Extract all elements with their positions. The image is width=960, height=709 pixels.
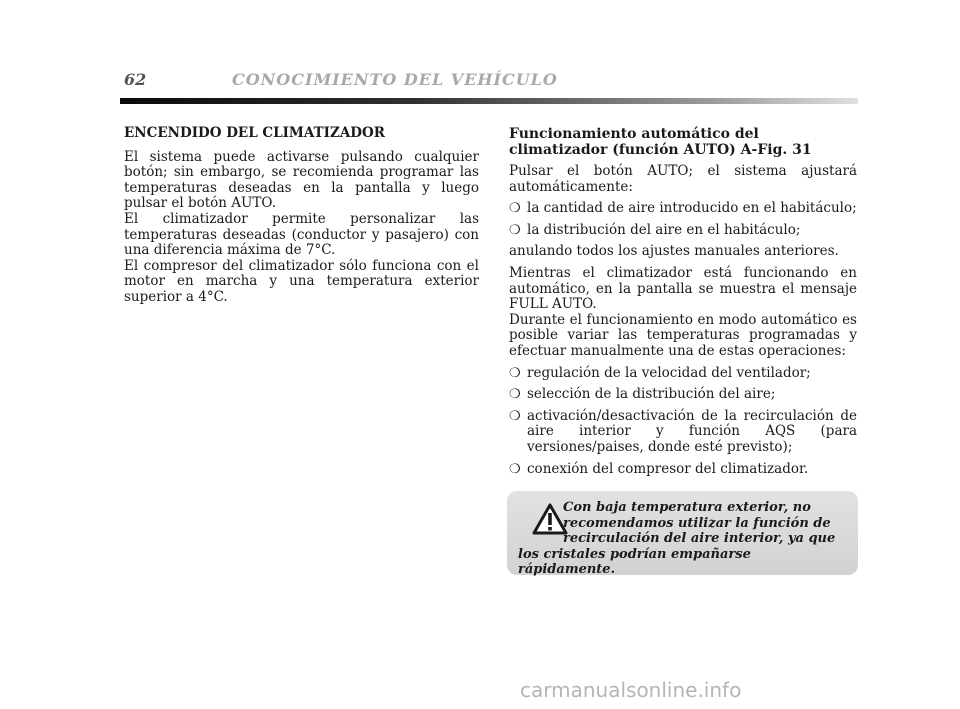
- left-paragraph: El climatizador permite personalizar las temperaturas deseadas (conductor y pasajero) con una diferencia máxima de 7°C.: [124, 210, 479, 259]
- section-heading-encendido: ENCENDIDO DEL CLIMATIZADOR: [124, 125, 385, 141]
- bullet-circle-icon: ❍: [509, 365, 521, 381]
- right-column: [509, 126, 857, 483]
- watermark: carmanualsonline.info: [520, 678, 742, 702]
- list-item: ❍ conexión del compresor del climatizador.: [509, 460, 809, 477]
- list-item: ❍ selección de la distribución del aire;: [509, 386, 776, 403]
- running-title: CONOCIMIENTO DEL VEHÍCULO: [232, 70, 558, 89]
- section-heading-auto: Funcionamiento automático del climatizador (función AUTO) A-Fig. 31: [509, 126, 812, 158]
- right-paragraph: Durante el funcionamiento en modo automático es posible variar las temperaturas programadas y efectuar manualmente una de estas operaciones:: [509, 311, 857, 359]
- list-item: ❍ la distribución del aire en el habitáculo;: [509, 221, 801, 238]
- right-paragraph: Mientras el climatizador está funcionando en automático, en la pantalla se muestra el mensaje FULL AUTO.: [509, 264, 857, 313]
- header-rule: [120, 98, 858, 104]
- page-number: 62: [124, 70, 147, 89]
- left-paragraph: El compresor del climatizador sólo funciona con el motor en marcha y una temperatura exterior superior a 4°C.: [124, 257, 479, 305]
- list-item: ❍ la cantidad de aire introducido en el habitáculo;: [509, 200, 857, 217]
- right-after-bullets: anulando todos los ajustes manuales anteriores.: [509, 243, 839, 260]
- warning-text: Con baja temperatura exterior, no recomendamos utilizar la función de recirculación del aire interior, ya que los cristales podrían empañarse rápidamente.: [518, 500, 836, 577]
- bullet-circle-icon: ❍: [509, 408, 521, 424]
- left-column: [124, 126, 479, 306]
- bullet-circle-icon: ❍: [509, 201, 521, 217]
- right-intro: Pulsar el botón AUTO; el sistema ajustará automáticamente:: [509, 163, 857, 195]
- list-item: ❍ regulación de la velocidad del ventilador;: [509, 364, 811, 381]
- bullet-circle-icon: ❍: [509, 461, 521, 477]
- bullet-circle-icon: ❍: [509, 222, 521, 238]
- warning-box: [507, 491, 858, 575]
- left-paragraph: El sistema puede activarse pulsando cualquier botón; sin embargo, se recomienda programar las temperaturas deseadas en la pantalla y luego pulsar el botón AUTO.: [124, 148, 479, 212]
- bullet-circle-icon: ❍: [509, 387, 521, 403]
- list-item: ❍ activación/desactivación de la recirculación de aire interior y función AQS (para versiones/paises, donde esté previsto);: [509, 407, 857, 455]
